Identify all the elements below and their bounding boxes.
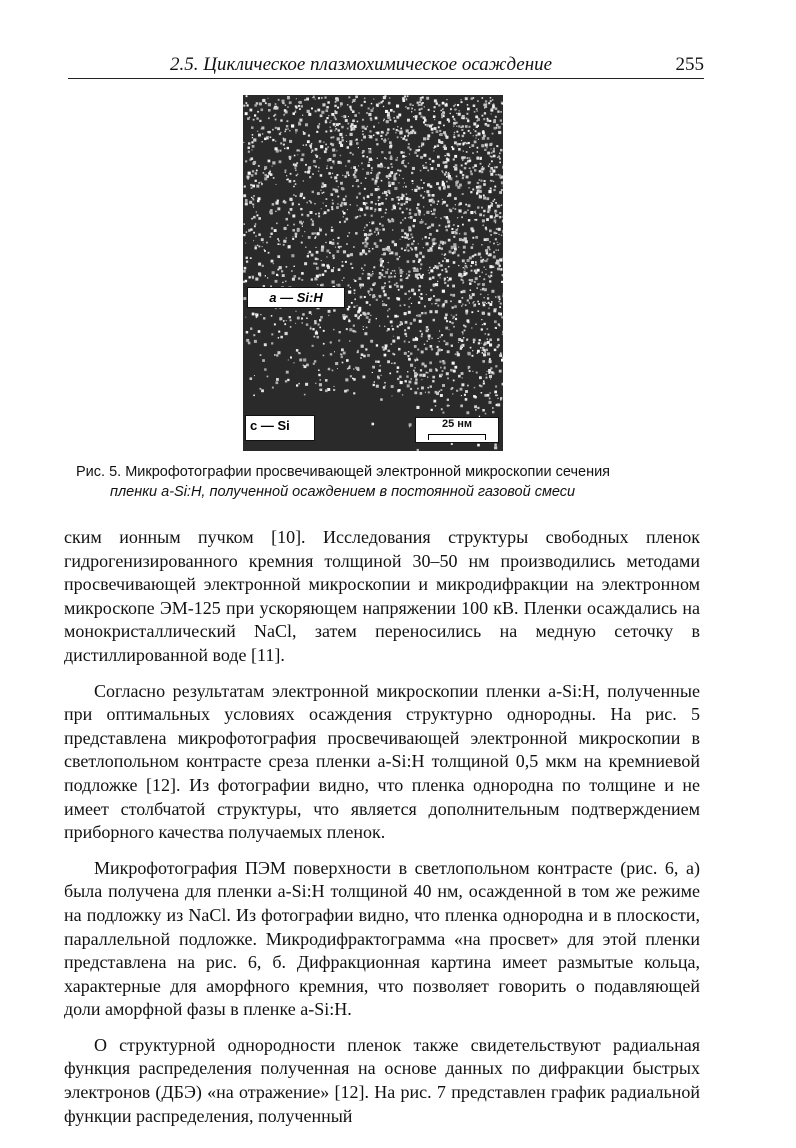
caption-line-1: Рис. 5. Микрофотографии просвечивающей электронной микроскопии сечения (76, 464, 611, 480)
label-c-si: c — Si (245, 415, 315, 441)
label-a-si-h: a — Si:H (247, 287, 345, 308)
paragraph-4: О структурной однородности пленок также свидетельствуют радиальная функция распределения полученная на основе данных по дифракции быстрых электронов (ДБЭ) «на отражение» [12]. На рис. 7 представлен график радиальной функции распределения, полученный (64, 1034, 700, 1126)
paragraph-1: ским ионным пучком [10]. Исследования структуры свободных пленок гидрогенизированного кремния толщиной 30–50 нм производились методами просвечивающей электронной микроскопии и микродифракции на электронном микроскопе ЭМ-125 при ускоряющем напряжении 100 кВ. Пленки осаждались на монокристаллический NaCl, затем переносились на медную сеточку в дистиллированной воде [11]. (64, 527, 700, 665)
running-title: 2.5. Циклическое плазмохимическое осаждение (170, 54, 553, 75)
tem-micrograph (243, 95, 503, 451)
scale-bar (415, 417, 499, 443)
page-number: 255 (675, 54, 704, 75)
paragraph-2: Согласно результатам электронной микроскопии пленки a-Si:H, полученные при оптимальных условиях осаждения структурно однородны. На рис. 5 представлена микрофотография просвечивающей электронной микроскопии в светлопольном контрасте среза пленки a-Si:H толщиной 0,5 мкм на кремниевой подложке [12]. Из фотографии видно, что пленка однородна по толщине и не имеет столбчатой структуры, что является дополнительным подтверждением приборного качества получаемых пленок. (64, 680, 700, 843)
caption-line-2: пленки a-Si:H, полученной осаждением в постоянной газовой смеси (110, 484, 576, 500)
paragraph-3: Микрофотография ПЭМ поверхности в светлопольном контрасте (рис. 6, a) была получена для пленки a-Si:H толщиной 40 нм, осажденной в том же режиме на подложку из NaCl. Из фотографии видно, что пленка однородна и в плоскости, параллельной подложке. Микродифрактограмма «на просвет» для этой пленки представлена на рис. 6, б. Дифракционная картина имеет размытые кольца, характерные для аморфного кремния, что позволяет говорить о подавляющей доли аморфной фазы в пленке a-Si:H. (64, 857, 700, 1020)
running-header (68, 54, 704, 79)
micrograph-texture (243, 95, 503, 451)
scale-bar-label: 25 нм (441, 418, 473, 430)
figure-caption (76, 462, 704, 502)
body-text (64, 526, 700, 1140)
scale-bar-line (428, 434, 486, 440)
